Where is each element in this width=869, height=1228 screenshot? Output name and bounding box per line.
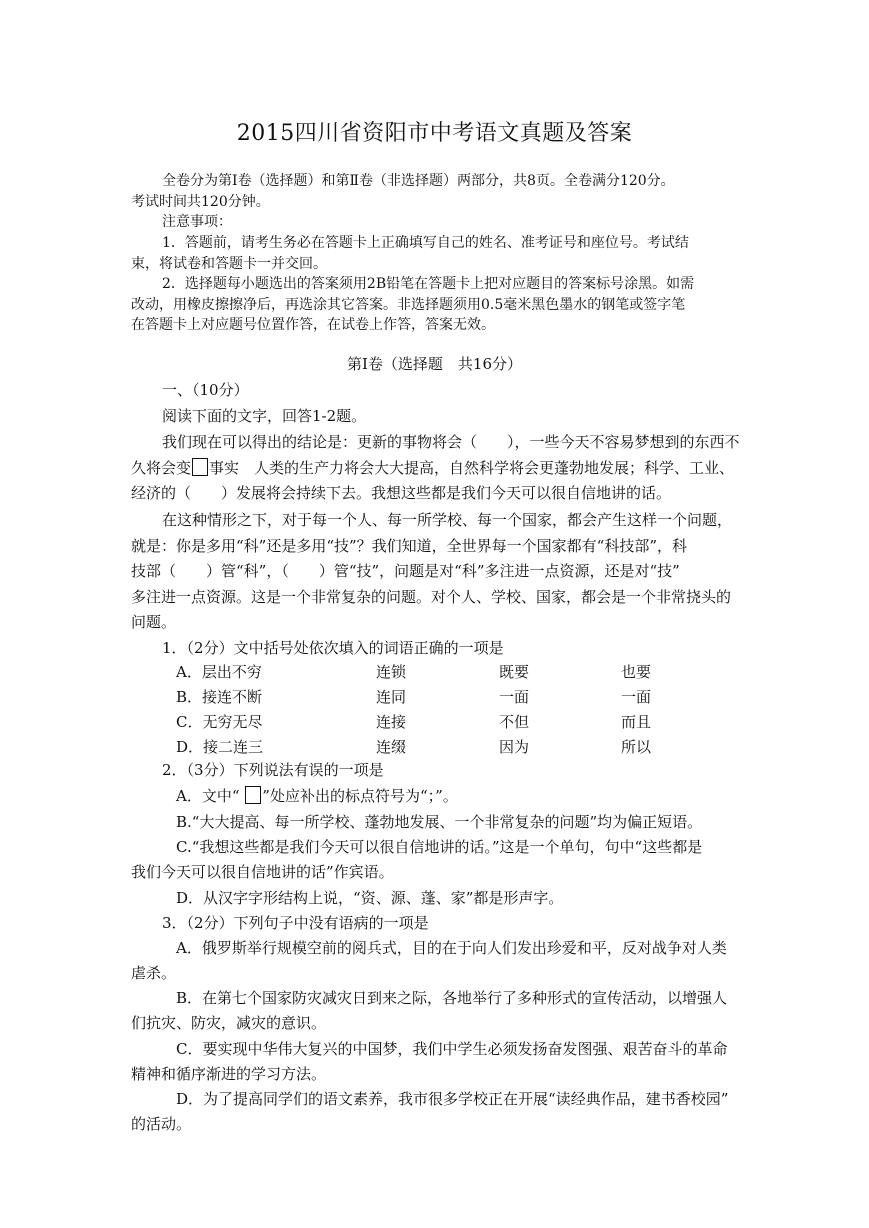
passage-1-line-3: 经济的（ ）发展将会持续下去。我想这些都是我们今天可以很自信地讲的话。 (131, 484, 672, 502)
notice-1-line-2: 束，将试卷和答题卡一并交回。 (131, 256, 327, 272)
q1-option-b-col-3: 一面 (499, 688, 530, 706)
q2-option-a (176, 784, 458, 809)
q1-option-b-col-4: 一面 (621, 688, 652, 706)
q1-option-c-col-1: C．无穷无尽 (176, 713, 263, 731)
q3-option-d-line-2: 的活动。 (131, 1115, 192, 1133)
q2-option-a-part-1: A．文中“ (176, 787, 240, 805)
notice-heading: 注意事项： (162, 214, 232, 230)
notice-2-line-1: 2．选择题每小题选出的答案须用2B铅笔在答题卡上把对应题目的答案标号涂黑。如需 (162, 276, 695, 292)
q2-option-a-part-2: ”处应补出的标点符号为“；”。 (262, 787, 458, 805)
q1-option-d-col-1: D．接二连三 (176, 738, 264, 756)
q1-option-c-col-3: 不但 (499, 713, 530, 731)
question-2: 2．（3分）下列说法有误的一项是 (162, 761, 384, 779)
question-3: 3．（2分）下列句子中没有语病的一项是 (162, 914, 429, 932)
section-title: 第Ⅰ卷（选择题 共16分） (346, 355, 522, 373)
q1-option-a-col-4: 也要 (621, 663, 652, 681)
q2-option-c-line-2: 我们今天可以很自信地讲的话”作宾语。 (131, 863, 394, 881)
q1-option-d-col-2: 连缀 (376, 738, 407, 756)
intro-line-1: 全卷分为第Ⅰ卷（选择题）和第Ⅱ卷（非选择题）两部分，共8页。全卷满分120分。 (162, 173, 675, 189)
q1-option-a-col-3: 既要 (499, 663, 530, 681)
q1-option-a-col-2: 连锁 (376, 663, 407, 681)
q2-option-b: B.“大大提高、每一所学校、蓬勃地发展、一个非常复杂的问题”均为偏正短语。 (176, 813, 703, 831)
q3-option-c-line-2: 精神和循序渐进的学习方法。 (131, 1065, 327, 1083)
q1-option-d-col-4: 所以 (621, 738, 652, 756)
passage-2-line-5: 问题。 (131, 613, 177, 631)
passage-1-line-2a: 久将会变 (131, 459, 192, 477)
blank-box (245, 786, 261, 804)
question-1: 1．（2分）文中括号处依次填入的词语正确的一项是 (162, 639, 504, 657)
q1-option-c-col-4: 而且 (621, 713, 652, 731)
q2-option-c-line-1: C.“我想这些都是我们今天可以很自信地讲的话。”这是一个单句，句中“这些都是 (176, 838, 703, 856)
page-title: 2015四川省资阳市中考语文真题及答案 (236, 121, 633, 146)
passage-1-line-1: 我们现在可以得出的结论是：更新的事物将会（ ），一些今天不容易梦想到的东西不 (162, 433, 740, 451)
notice-1-line-1: 1．答题前，请考生务必在答题卡上正确填写自己的姓名、准考证号和座位号。考试结 (162, 235, 689, 251)
reading-instruction: 阅读下面的文字，回答1-2题。 (162, 407, 367, 425)
intro-line-2: 考试时间共120分钟。 (131, 194, 270, 210)
passage-1-line-2 (131, 456, 734, 481)
q1-option-c-col-2: 连接 (376, 713, 407, 731)
passage-2-line-2: 就是：你是多用“科”还是多用“技”？我们知道，全世界每一个国家都有“科技部”，科 (131, 537, 688, 555)
blank-box (192, 458, 208, 476)
q3-option-b-line-1: B．在第七个国家防灾减灾日到来之际，各地举行了多种形式的宣传活动，以增强人 (176, 989, 728, 1007)
passage-1-line-2b: 事实 人类的生产力将会大大提高，自然科学将会更蓬勃地发展；科学、工业、 (209, 459, 735, 477)
notice-2-line-2: 改动，用橡皮擦擦净后，再选涂其它答案。非选择题须用0.5毫米黑色墨水的钢笔或签字笔 (131, 297, 686, 313)
q1-option-b-col-2: 连同 (376, 688, 407, 706)
passage-2-line-1: 在这种情形之下，对于每一个人、每一所学校、每一个国家，都会产生这样一个问题， (162, 511, 733, 529)
q3-option-d-line-1: D．为了提高同学们的语文素养，我市很多学校正在开展“读经典作品，建书香校园” (176, 1090, 729, 1108)
q3-option-a-line-1: A．俄罗斯举行规模空前的阅兵式，目的在于向人们发出珍爱和平，反对战争对人类 (176, 939, 727, 957)
passage-2-line-3: 技部（ ）管“科”，（ ）管“技”，问题是对“科”多注进一点资源，还是对“技” (131, 562, 680, 580)
q3-option-b-line-2: 们抗灾、防灾，减灾的意识。 (131, 1014, 327, 1032)
q3-option-a-line-2: 虐杀。 (131, 964, 177, 982)
notice-2-line-3: 在答题卡上对应题号位置作答，在试卷上作答，答案无效。 (131, 317, 495, 333)
q1-option-a-col-1: A．层出不穷 (176, 663, 262, 681)
q3-option-c-line-1: C．要实现中华伟大复兴的中国梦，我们中学生必须发扬奋发图强、艰苦奋斗的革命 (176, 1040, 728, 1058)
part-1-heading: 一、（10分） (162, 381, 249, 399)
q1-option-b-col-1: B．接连不断 (176, 688, 263, 706)
passage-2-line-4: 多注进一点资源。这是一个非常复杂的问题。对个人、学校、国家，都会是一个非常挠头的 (131, 588, 732, 606)
q2-option-d: D．从汉字字形结构上说，“资、源、蓬、家”都是形声字。 (176, 889, 564, 907)
q1-option-d-col-3: 因为 (499, 738, 530, 756)
